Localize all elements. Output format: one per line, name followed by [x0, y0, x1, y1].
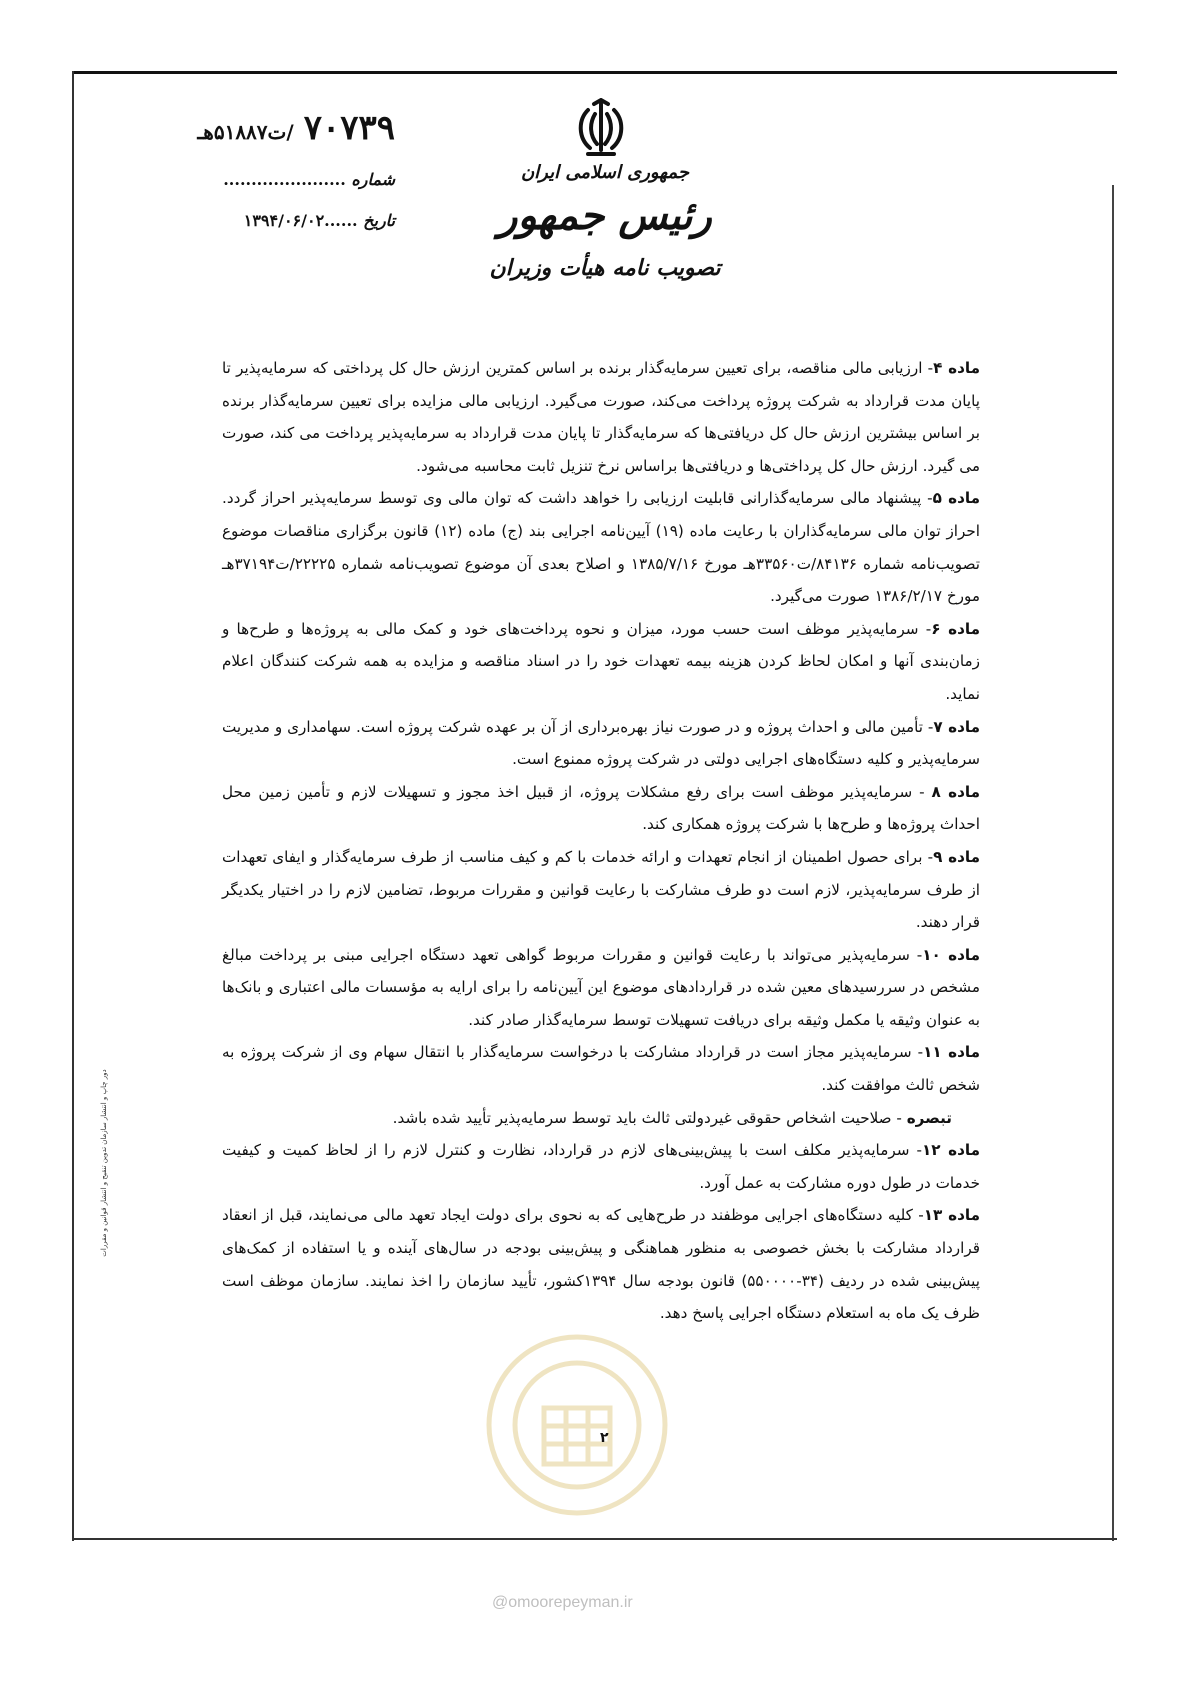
- article-text: - سرمایه‌پذیر مکلف است با پیش‌بینی‌های لازم در قرارداد، نظارت و کنترل لازم را از لحاظ کمیت و کیفیت خدمات در طول دوره مشارکت به عمل آورد.: [222, 1141, 980, 1192]
- site-watermark: @omoorepeyman.ir: [492, 1594, 633, 1611]
- president-title: رئیس جمهور: [498, 192, 712, 239]
- article-9: [222, 841, 980, 939]
- date-row: [125, 211, 395, 230]
- bottom-border: [72, 1538, 1117, 1540]
- article-text: - سرمایه‌پذیر موظف است حسب مورد، میزان و نحوه پرداخت‌های خود و کمک مالی به پروژه‌ها و طرح‌ها و زمان‌بندی آنها و امکان لحاظ کردن هزینه بیمه تعهدات خود را در اسناد مناقصه و مزایده به همه شرکت کنندگان اعلام نماید.: [222, 619, 980, 703]
- article-4: [222, 352, 980, 482]
- article-label: ماده ۱۳: [923, 1206, 980, 1225]
- article-text: - ارزیابی مالی مناقصه، برای تعیین سرمایه‌گذار برنده بر اساس کمترین ارزش حال کل پرداختی که سرمایه‌پذیر تا پایان مدت قرارداد به شرکت پروژه پرداخت می‌کند، صورت می‌گیرد. ارزیابی مالی مزایده برای تعیین سرمایه‌گذار برنده بر اساس بیشترین ارزش حال کل دریافتی‌ها که سرمایه‌گذار تا پایان مدت قرارداد به سرمایه‌پذیر پرداخت می کند، صورت می گیرد. ارزش حال کل پرداختی‌ها و دریافتی‌ها براساس نرخ تنزیل ثابت محاسبه می‌شود.: [222, 359, 980, 475]
- article-label: ماده ۴: [933, 359, 980, 377]
- republic-title: جمهوری اسلامی ایران: [520, 162, 690, 183]
- article-label: ماده ۱۲: [922, 1141, 980, 1160]
- article-text: - تأمین مالی و احداث پروژه و در صورت نیاز بهره‌برداری از آن بر عهده شرکت پروژه است. سهامداری و مدیریت سرمایه‌پذیر و کلیه دستگاه‌های اجرایی دولتی در شرکت پروژه ممنوع است.: [222, 717, 980, 769]
- article-label: ماده ۱۰: [922, 945, 980, 964]
- right-border: [1112, 185, 1114, 1541]
- left-border: [72, 71, 74, 1541]
- date-label: تاریخ: [363, 211, 395, 230]
- national-emblem-icon: [574, 98, 628, 158]
- article-text: - کلیه دستگاه‌های اجرایی موظفند در طرح‌هایی که به نحوی برای دولت ایجاد تعهد مالی می‌نمایند، قبل از انعقاد قرارداد مشارکت با بخش خصوصی به منظور هماهنگی و پیش‌بینی بودجه در سال‌های آینده و یا استفاده از کمک‌های پیش‌بینی شده در ردیف (۳۴-۵۵۰۰۰۰) قانون بودجه سال ۱۳۹۴کشور، تأیید سازمان را اخذ نمایند. سازمان موظف است ظرف یک ماه به استعلام دستگاه اجرایی پاسخ دهد.: [222, 1206, 980, 1323]
- article-label: ماده ۷: [933, 717, 980, 736]
- note-label: تبصره: [906, 1108, 952, 1127]
- reference-code: /ت۵۱۸۸۷هـ: [197, 120, 294, 144]
- document-reference: [125, 108, 395, 230]
- side-note: دور چاپ و انتشار سازمان تدوین تنقیح و انتشار قوانین و مقررات: [100, 1069, 108, 1257]
- top-border: [72, 71, 1117, 74]
- article-5: [222, 482, 980, 612]
- note-text: - صلاحیت اشخاص حقوقی غیردولتی ثالث باید توسط سرمایه‌پذیر تأیید شده باشد.: [392, 1108, 907, 1127]
- article-text: - سرمایه‌پذیر موظف است برای رفع مشکلات پروژه، از قبیل اخذ مجوز و تسهیلات لازم و تأمین زمین محل احداث پروژه‌ها و طرح‌ها با شرکت پروژه همکاری کند.: [222, 782, 980, 834]
- seal-watermark-icon: [482, 1330, 672, 1520]
- number-row: [125, 170, 395, 189]
- article-label: ماده ۱۱: [923, 1043, 981, 1062]
- letter-number: ۷۰۷۳۹: [303, 108, 395, 148]
- article-11: [222, 1036, 980, 1101]
- article-13: [222, 1199, 980, 1329]
- article-label: ماده ۵: [932, 489, 981, 508]
- article-label: ماده ۶: [931, 619, 980, 638]
- article-10: [222, 939, 980, 1037]
- article-text: - سرمایه‌پذیر مجاز است در قرارداد مشارکت با درخواست سرمایه‌گذار با انتقال سهام وی از شرکت پروژه به شخص ثالث موافقت کند.: [222, 1043, 980, 1095]
- article-8: [222, 776, 980, 841]
- article-12: [222, 1134, 980, 1199]
- decree-body: [222, 352, 980, 1330]
- article-7: [222, 711, 980, 776]
- article-6: [222, 613, 980, 711]
- page-number: ۲: [600, 1430, 609, 1446]
- number-label: شماره: [351, 170, 395, 189]
- article-text: - پیشنهاد مالی سرمایه‌گذارانی قابلیت ارزیابی را خواهد داشت که توان مالی وی توسط سرمایه‌پذیر احراز گردد. احراز توان مالی سرمایه‌گذاران با رعایت ماده (۱۹) آیین‌نامه اجرایی بند (ج) ماده (۱۲) قانون برگزاری مناقصات موضوع تصویب‌نامه شماره ۸۴۱۳۶/ت۳۳۵۶۰هـ مورخ ۱۳۸۵/۷/۱۶ و اصلاح بعدی آن موضوع تصویب‌نامه شماره ۲۲۲۲۵/ت۳۷۱۹۴هـ مورخ ۱۳۸۶/۲/۱۷ صورت می‌گیرد.: [222, 489, 980, 606]
- reference-line: [125, 108, 395, 148]
- date-value: ......۱۳۹۴/۰۶/۰۲: [243, 211, 358, 230]
- article-text: - برای حصول اطمینان از انجام تعهدات و ارائه خدمات با کم و کیف مناسب از طرف سرمایه‌گذار و ایفای تعهدات از طرف سرمایه‌پذیر، لازم است دو طرف مشارکت با رعایت قوانین و مقررات مربوط، تضامین لازم را در اختیار یکدیگر قرار دهند.: [222, 847, 980, 932]
- article-label: ماده ۹: [933, 847, 981, 866]
- number-value: ......................: [223, 170, 346, 189]
- article-text: - سرمایه‌پذیر می‌تواند با رعایت قوانین و مقررات مربوط گواهی تعهد دستگاه اجرایی مبنی بر پرداخت مبالغ مشخص در سررسیدهای معین شده در قراردادهای موضوع این آیین‌نامه را برای ارایه به مؤسسات مالی اعتباری و بانک‌ها به عنوان وثیقه یا مکمل وثیقه برای دریافت تسهیلات توسط سرمایه‌گذار صادر کند.: [222, 945, 980, 1029]
- cabinet-title: تصویب نامه هیأت وزیران: [489, 255, 721, 281]
- article-label: ماده ۸: [931, 782, 980, 801]
- letterhead: [480, 162, 730, 281]
- note-paragraph: [222, 1102, 980, 1135]
